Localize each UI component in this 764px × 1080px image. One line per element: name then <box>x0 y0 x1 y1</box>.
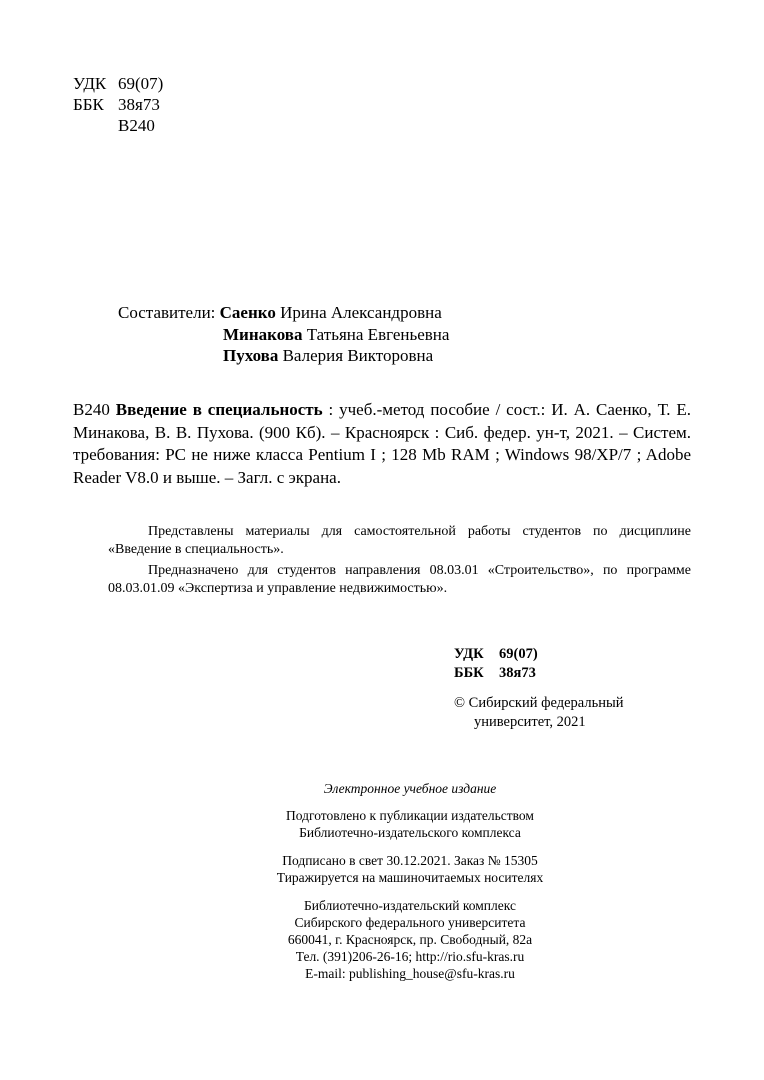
annotation-paragraph: Представлены материалы для самостоятельной работы студентов по дисциплине «Введение в специальность». <box>108 524 691 557</box>
udk-value: 69(07) <box>499 646 538 662</box>
udk-value: 69(07) <box>118 74 164 93</box>
author-sign: В240 <box>118 116 155 135</box>
compiler-surname: Саенко <box>219 303 276 322</box>
compiler-line <box>118 324 449 346</box>
prepared-by <box>200 807 620 841</box>
bbk-row <box>73 94 163 115</box>
prepared-line: Подготовлено к публикации издательством <box>286 808 534 823</box>
compiler-surname: Пухова <box>223 346 279 365</box>
udk-row <box>73 73 163 94</box>
bbk-row <box>454 664 538 683</box>
colophon <box>200 780 620 982</box>
footer-classification-codes <box>454 645 538 683</box>
signed-line: Тиражируется на машиночитаемых носителях <box>276 870 544 885</box>
udk-label: УДК <box>454 646 484 662</box>
record-description: : учеб.-метод пособие / сост.: И. А. Саенко, Т. Е. Минакова, В. В. Пухова. (900 Кб). – Красноярск : Сиб. федер. ун-т, 2021. – Систем. требования: PC не ниже класса Pentium I ; 128 Mb RAM ; Windows 98/XP/7 ; Adobe Reader V8.0 и выше. – Загл. с экрана. <box>73 400 692 487</box>
bibliographic-record <box>73 399 691 489</box>
udk-row <box>454 645 538 664</box>
publisher-email: E-mail: publishing_house@sfu-kras.ru <box>305 966 515 981</box>
record-code: В240 <box>73 400 110 419</box>
classification-codes <box>73 73 163 136</box>
publisher-info <box>200 897 620 982</box>
annotation <box>108 523 691 598</box>
bbk-value: 38я73 <box>118 95 160 114</box>
publisher-phone: Тел. (391)206-26-16; http://rio.sfu-kras.ru <box>295 949 525 964</box>
copyright-line: университет, 2021 <box>474 714 586 730</box>
compiler-name: Татьяна Евгеньевна <box>306 324 450 344</box>
udk-label: УДК <box>73 74 107 93</box>
compiler-name: Валерия Викторовна <box>282 346 434 365</box>
compiler-surname: Минакова <box>223 324 303 344</box>
compiler-line <box>118 302 449 324</box>
bbk-label: ББК <box>454 665 484 681</box>
bbk-value: 38я73 <box>499 665 536 681</box>
compilers-label: Составители: <box>118 303 216 322</box>
compiler-name: Ирина Александровна <box>280 303 442 322</box>
signed-line: Подписано в свет 30.12.2021. Заказ № 15305 <box>282 853 538 868</box>
signed-info <box>200 852 620 886</box>
publisher-line: Библиотечно-издательский комплекс <box>304 898 516 913</box>
compiler-line <box>118 345 449 367</box>
publisher-address: 660041, г. Красноярск, пр. Свободный, 82а <box>287 932 533 947</box>
copyright-notice <box>454 694 623 732</box>
publisher-line: Сибирского федерального университета <box>294 915 526 930</box>
annotation-paragraph: Предназначено для студентов направления 08.03.01 «Строительство», по программе 08.03.01.09 «Экспертиза и управление недвижимостью». <box>108 563 691 596</box>
prepared-line: Библиотечно-издательского комплекса <box>299 825 521 840</box>
bbk-label: ББК <box>73 95 104 114</box>
copyright-line: © Сибирский федеральный <box>454 695 624 711</box>
compilers-block <box>118 302 449 367</box>
edition-type: Электронное учебное издание <box>323 781 497 796</box>
record-title: Введение в специальность <box>115 400 323 419</box>
